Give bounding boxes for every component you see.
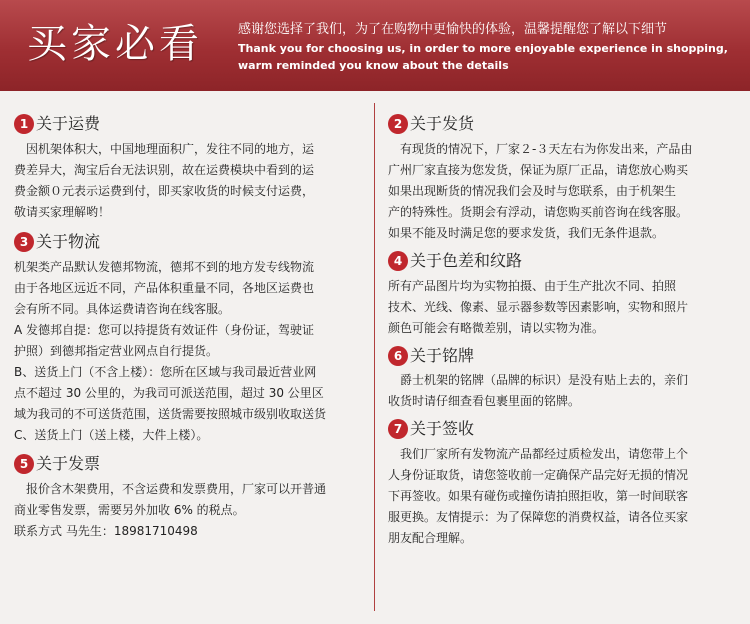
- section-shipping-fee: [14, 112, 364, 223]
- right-column: [388, 112, 738, 549]
- paragraph-line: 费差异大，淘宝后台无法识别，故在运费模块中看到的运: [14, 163, 315, 177]
- paragraph-line: 服更换。友情提示：为了保障您的消费权益，请各位买家: [388, 510, 689, 524]
- paragraph-line: 商业零售发票，需要另外加收 6% 的税点。: [14, 503, 245, 517]
- section-delivery: [388, 112, 738, 244]
- header-banner: [0, 0, 750, 91]
- section-nameplate: [388, 344, 738, 412]
- paragraph-line: 会有所不同。具体运费请咨询在线客服。: [14, 302, 231, 316]
- paragraph-line: 如果出现断货的情况我们会及时与您联系，由于机架生: [388, 184, 677, 198]
- section-heading: [388, 417, 738, 441]
- paragraph-line: A 发德邦自提：您可以持提货有效证件（身份证，驾驶证: [14, 323, 315, 337]
- left-column: [14, 112, 364, 542]
- paragraph-line: 报价含木架费用，不含运费和发票费用，厂家可以开普通: [14, 482, 327, 496]
- section-title: 关于签收: [410, 419, 475, 438]
- section-heading: [388, 344, 738, 368]
- paragraph-line: 产的特殊性。货期会有浮动，请您购买前咨询在线客服。: [388, 205, 689, 219]
- section-heading: [14, 230, 364, 254]
- section-title: 关于发货: [410, 114, 475, 133]
- paragraph-line: 由于各地区远近不同，产品体积重量不同，各地区运费也: [14, 281, 315, 295]
- section-invoice: [14, 452, 364, 542]
- section-title: 关于物流: [36, 232, 101, 251]
- number-badge-icon: 3: [14, 232, 34, 252]
- paragraph-line: 我们厂家所有发物流产品都经过质检发出，请您带上个: [388, 447, 689, 461]
- paragraph-line: 因机架体积大，中国地理面积广，发往不同的地方，运: [14, 142, 315, 156]
- number-badge-icon: 1: [14, 114, 34, 134]
- section-title: 关于运费: [36, 114, 101, 133]
- paragraph-line: 护照）到德邦指定营业网点自行提货。: [14, 344, 219, 358]
- section-title: 关于发票: [36, 454, 101, 473]
- paragraph-line: 费金额０元表示运费到付，即买家收货的时候支付运费，: [14, 184, 315, 198]
- paragraph-line: 技术、光线、像素、显示器参数等因素影响，实物和照片: [388, 300, 689, 314]
- banner-subtitle-en-line1: Thank you for choosing us, in order to more enjoyable experience in shopping,: [238, 42, 728, 55]
- paragraph-line: 如果不能及时满足您的要求发货，我们无条件退款。: [388, 226, 665, 240]
- paragraph-line: 机架类产品默认发德邦物流，德邦不到的地方发专线物流: [14, 260, 315, 274]
- paragraph-line: B、送货上门（不含上楼）：您所在区域与我司最近营业网: [14, 365, 317, 379]
- paragraph-line: 有现货的情况下，厂家２-３天左右为你发出来，产品由: [388, 142, 693, 156]
- section-heading: [388, 249, 738, 273]
- section-title: 关于色差和纹路: [410, 251, 523, 270]
- paragraph-line: 域为我司的不可送货范围，送货需要按照城市级别收取送货: [14, 407, 327, 421]
- paragraph-line: 下再签收。如果有碰伤或撞伤请拍照拒收，第一时间联客: [388, 489, 689, 503]
- column-divider: [374, 103, 375, 611]
- paragraph-line: 收货时请仔细查看包裹里面的铭牌。: [388, 394, 581, 408]
- banner-subtitle-cn: 感谢您选择了我们，为了在购物中更愉快的体验，温馨提醒您了解以下细节: [238, 22, 668, 37]
- paragraph-line: 爵士机架的铭牌（品牌的标识）是没有贴上去的，亲们: [388, 373, 689, 387]
- banner-subtitle-en-line2: warm reminded you know about the details: [238, 59, 509, 72]
- number-badge-icon: 6: [388, 346, 408, 366]
- paragraph-line: 朋友配合理解。: [388, 531, 473, 545]
- banner-title: 买家必看: [27, 21, 203, 67]
- number-badge-icon: 4: [388, 251, 408, 271]
- paragraph-line: C、送货上门（送上楼，大件上楼）。: [14, 428, 209, 442]
- paragraph-line: 颜色可能会有略微差别，请以实物为准。: [388, 321, 605, 335]
- paragraph-line: 点不超过 30 公里的，为我司可派送范围，超过 30 公里区: [14, 386, 324, 400]
- section-sign-for: [388, 417, 738, 549]
- paragraph-line: 人身份证取货，请您签收前一定确保产品完好无损的情况: [388, 468, 689, 482]
- number-badge-icon: 5: [14, 454, 34, 474]
- section-title: 关于铭牌: [410, 346, 475, 365]
- section-heading: [388, 112, 738, 136]
- contact-line: 联系方式 马先生：18981710498: [14, 524, 198, 538]
- number-badge-icon: 7: [388, 419, 408, 439]
- paragraph-line: 敬请买家理解哟！: [14, 205, 111, 219]
- section-logistics: [14, 230, 364, 446]
- paragraph-line: 所有产品图片均为实物拍摄、由于生产批次不同、拍照: [388, 279, 677, 293]
- number-badge-icon: 2: [388, 114, 408, 134]
- paragraph-line: 广州厂家直接为您发货，保证为原厂正品，请您放心购买: [388, 163, 689, 177]
- section-color-texture: [388, 249, 738, 339]
- section-heading: [14, 112, 364, 136]
- section-heading: [14, 452, 364, 476]
